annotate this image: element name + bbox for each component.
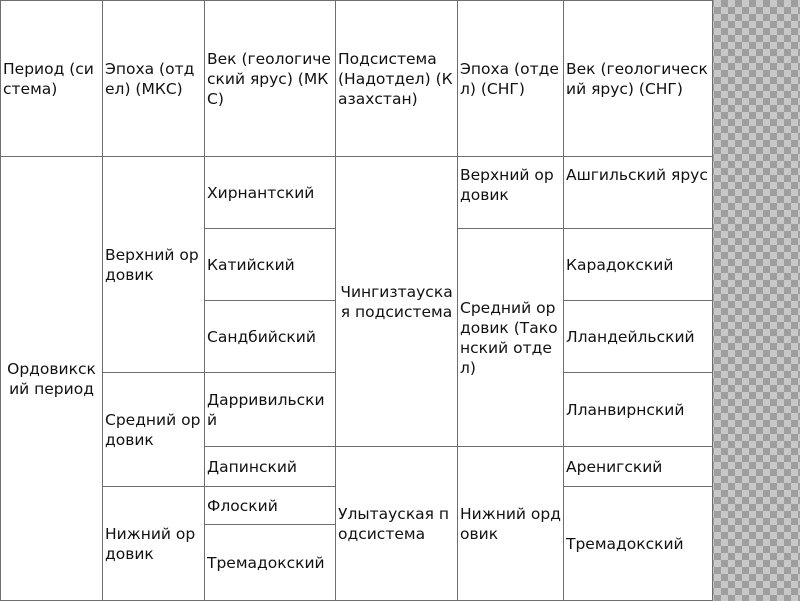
header-period: Период (система) xyxy=(1,1,103,157)
header-epoch-sng: Эпоха (отдел) (СНГ) xyxy=(458,1,564,157)
table-row xyxy=(1,157,713,229)
epoch-mks-middle: Средний ордовик xyxy=(103,373,205,487)
header-row xyxy=(1,1,713,157)
header-age-sng: Век (геологический ярус) (СНГ) xyxy=(564,1,713,157)
stage-sng-caradoc: Карадокский xyxy=(564,229,713,301)
period-cell: Ордовикский период xyxy=(1,157,103,601)
epoch-sng-middle: Средний ордовик (Таконский отдел) xyxy=(458,229,564,447)
stage-sng-ashgill: Ашгильский ярус xyxy=(564,157,713,229)
stage-sng-tremadoc: Тремадокский xyxy=(564,487,713,601)
subsystem-chingiz: Чингизтауская подсистема xyxy=(336,157,458,447)
epoch-mks-upper: Верхний ордовик xyxy=(103,157,205,373)
stage-mks-sandbian: Сандбийский xyxy=(205,301,336,373)
epoch-sng-upper: Верхний ордовик xyxy=(458,157,564,229)
stage-mks-darriwil: Дарривильский xyxy=(205,373,336,447)
stage-mks-hirnant: Хирнантский xyxy=(205,157,336,229)
stage-sng-arenig: Аренигский xyxy=(564,447,713,487)
stage-mks-katian: Катийский xyxy=(205,229,336,301)
stage-mks-floian: Флоский xyxy=(205,487,336,525)
subsystem-ulytau: Улытауская подсистема xyxy=(336,447,458,601)
epoch-sng-lower: Нижний ордовик xyxy=(458,447,564,601)
header-epoch-mks: Эпоха (отдел) (МКС) xyxy=(103,1,205,157)
stage-mks-dapin: Дапинский xyxy=(205,447,336,487)
stage-mks-tremadoc: Тремадокский xyxy=(205,525,336,601)
epoch-mks-lower: Нижний ордовик xyxy=(103,487,205,601)
stage-sng-llandeilo: Лландейльский xyxy=(564,301,713,373)
header-subsystem-kz: Подсистема (Надотдел) (Казахстан) xyxy=(336,1,458,157)
stage-sng-llanvirn: Лланвирнский xyxy=(564,373,713,447)
header-age-mks: Век (геологический ярус) (МКС) xyxy=(205,1,336,157)
